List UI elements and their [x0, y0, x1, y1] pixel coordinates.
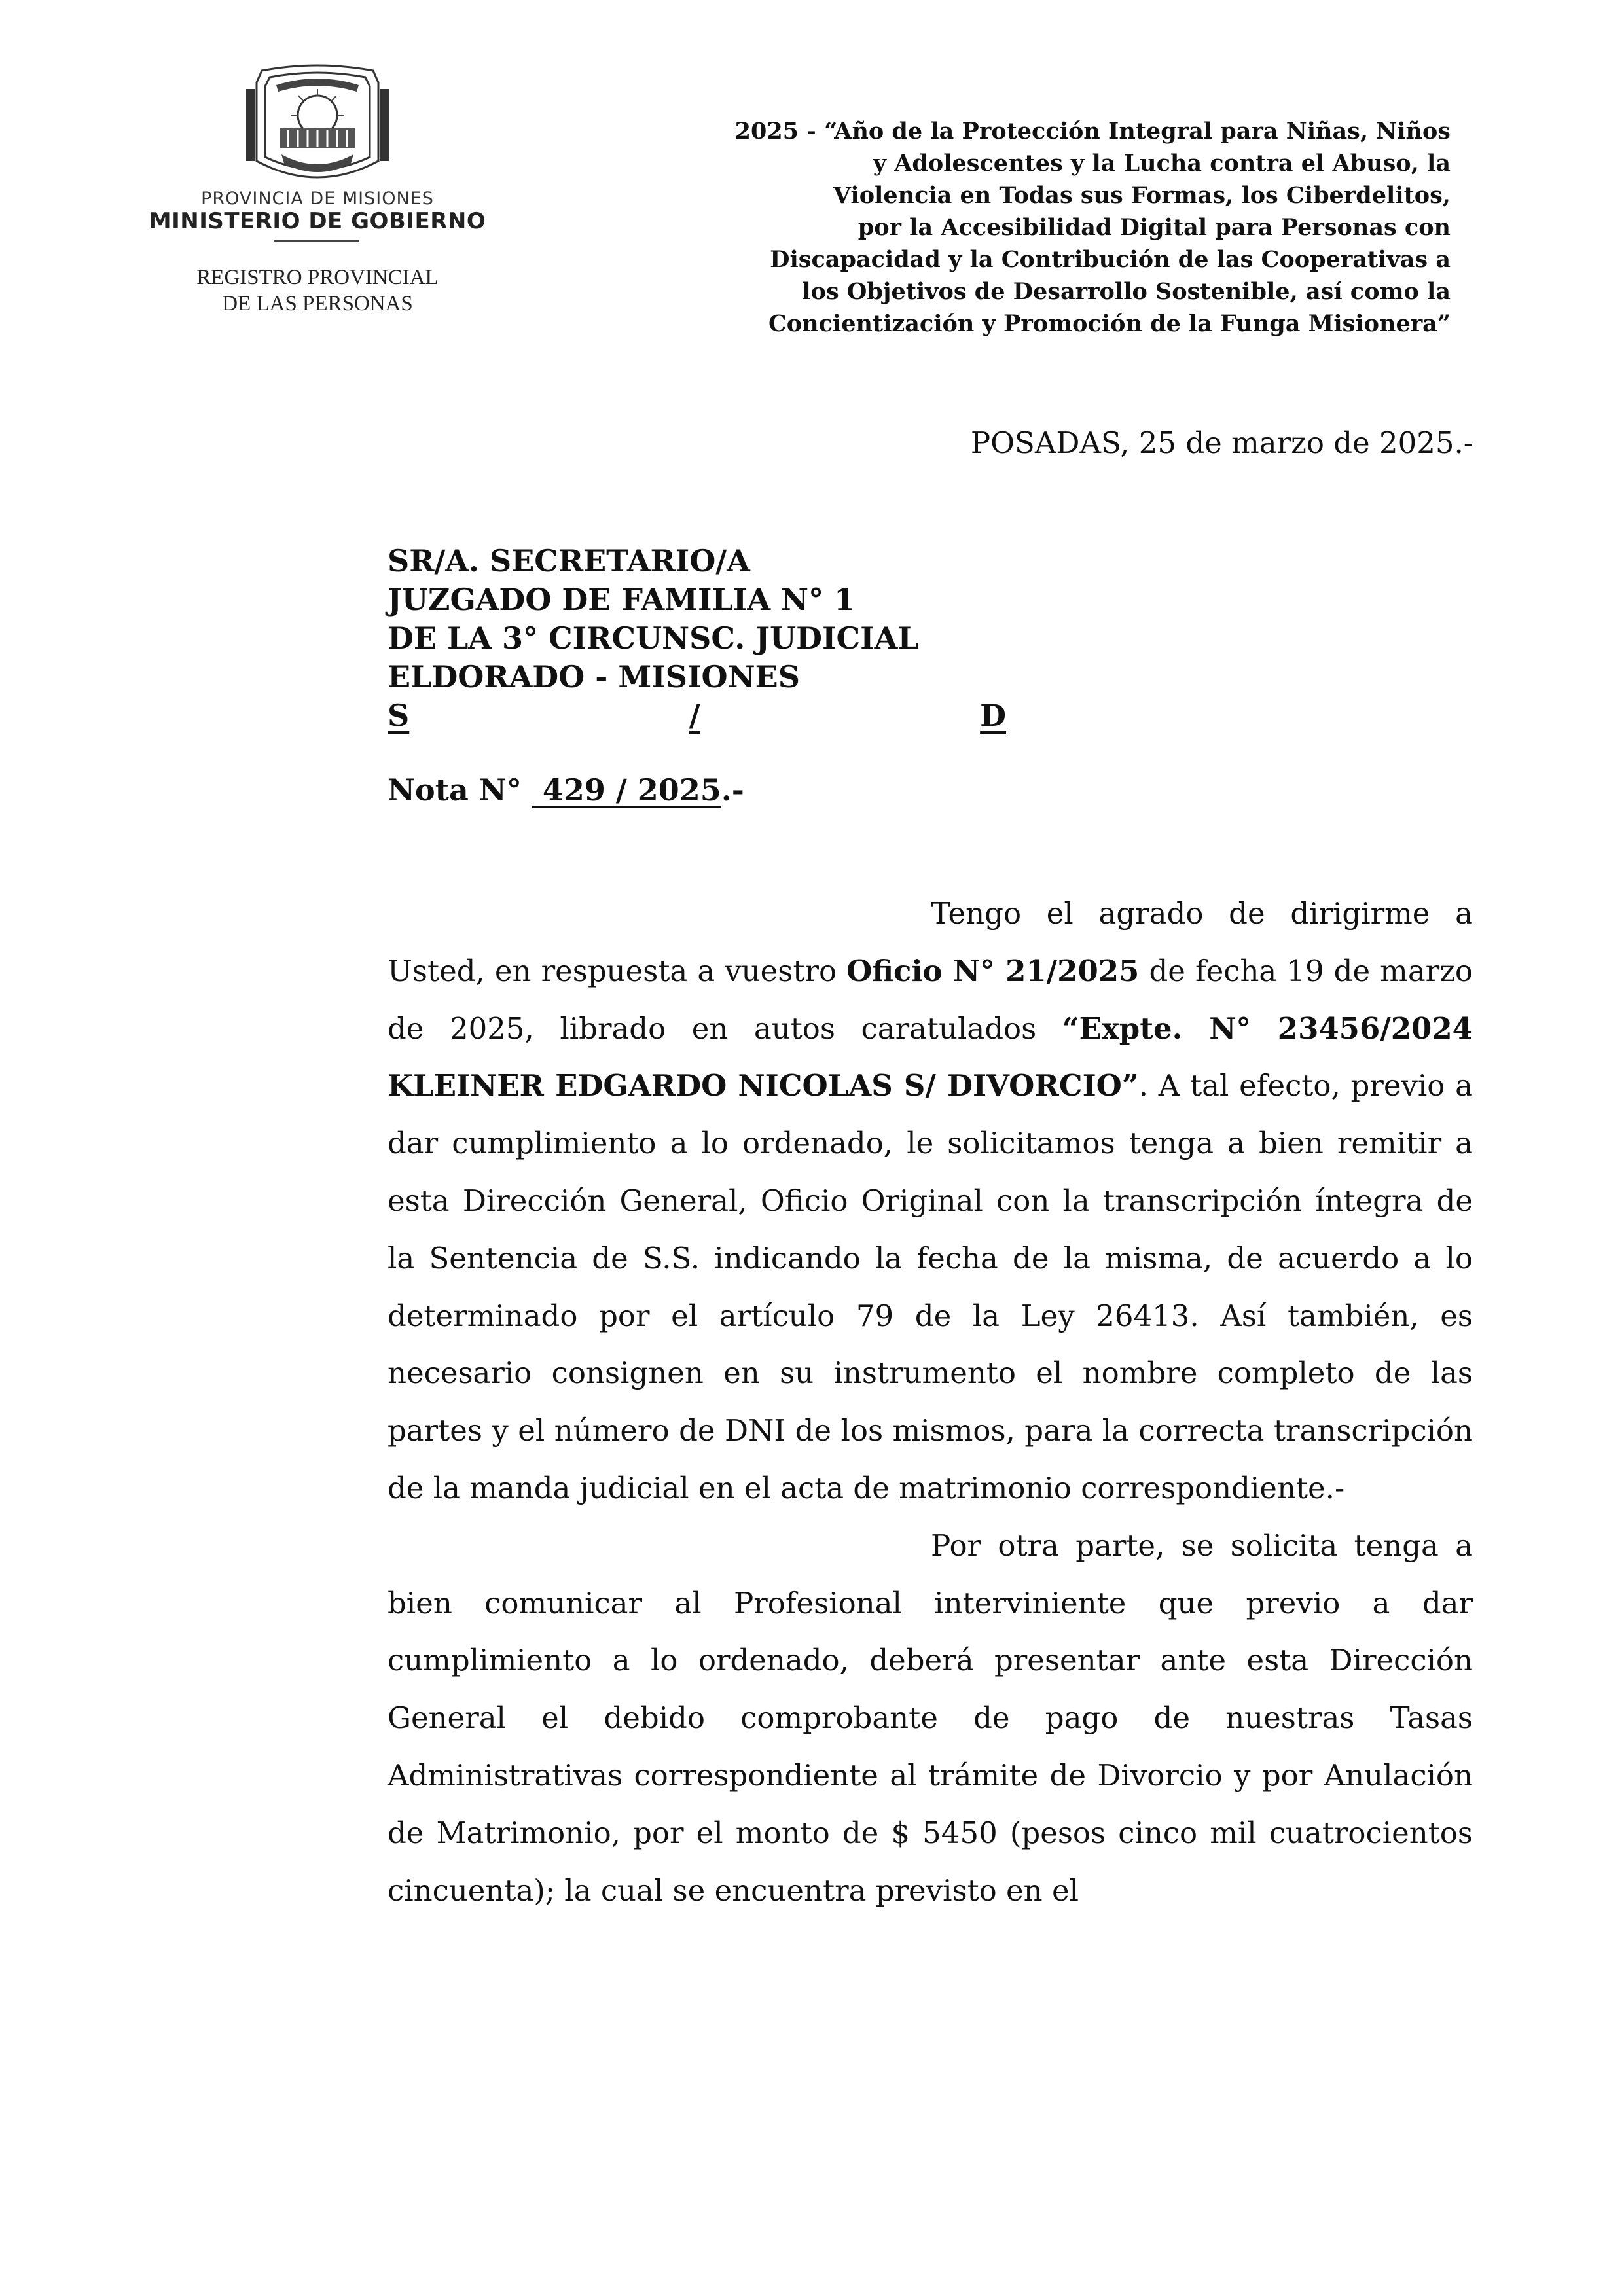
- note-number: [388, 772, 744, 808]
- ministry-name: MINISTERIO DE GOBIERNO: [149, 208, 486, 234]
- p1-text-3: . A tal efecto, previo a dar cumplimiento a lo ordenado, le solicitamos tenga a bien remitir a esta Dirección General, Oficio Original con la transcripción íntegra de la Sentencia de S.S. indicando la fecha de la misma, de acuerdo a lo determinado por el artículo 79 de la Ley 26413. Así también, es necesario consignen en su instrumento el nombre completo de las partes y el número de DNI de los mismos, para la correcta transcripción de la manda judicial en el acta de matrimonio correspondiente.-: [388, 1068, 1473, 1505]
- su-despacho-line: [388, 696, 1006, 735]
- note-number-value: 429 / 2025: [532, 772, 721, 808]
- motto-line: por la Accesibilidad Digital para Personas con: [857, 214, 1451, 241]
- motto-line: los Objetivos de Desarrollo Sostenible, así como la: [802, 278, 1451, 305]
- motto-line: y Adolescentes y la Lucha contra el Abuso, la: [873, 150, 1451, 177]
- motto-line: Violencia en Todas sus Formas, los Ciberdelitos,: [833, 182, 1451, 209]
- addressee-line: DE LA 3° CIRCUNSC. JUDICIAL: [388, 620, 919, 656]
- motto-line: 2025 - “Año de la Protección Integral para Niñas, Niños: [734, 118, 1451, 145]
- paragraph-1: [388, 885, 1473, 1517]
- paragraph-2: Por otra parte, se solicita tenga a bien comunicar al Profesional interviniente que previo a dar cumplimiento a lo ordenado, deberá presentar ante esta Dirección General el debido comprobante de pago de nuestras Tasas Administrativas correspondiente al trámite de Divorcio y por Anulación de Matrimonio, por el monto de $ 5450 (pesos cinco mil cuatrocientos cincuenta); la cual se encuentra previsto en el: [388, 1528, 1473, 1908]
- note-suffix: .-: [721, 772, 744, 808]
- motto-line: Concientización y Promoción de la Funga Misionera”: [768, 310, 1451, 337]
- sd-slash: /: [689, 698, 700, 733]
- provincial-seal-logo: [236, 63, 399, 187]
- registry-line-2: DE LAS PERSONAS: [222, 292, 413, 315]
- place-and-date: POSADAS, 25 de marzo de 2025.-: [970, 425, 1473, 460]
- addressee-line: JUZGADO DE FAMILIA N° 1: [388, 582, 856, 617]
- case-reference: “Expte. N° 23456/2024 KLEINER EDGARDO NICOLAS S/ DIVORCIO”: [388, 1011, 1473, 1103]
- sd-s: S: [388, 698, 410, 733]
- p1-text-1: Tengo el agrado de dirigirme a Usted, en respuesta a vuestro: [388, 896, 1473, 988]
- p1-text-2: de fecha 19 de marzo de 2025, librado en autos caratulados: [388, 953, 1473, 1046]
- addressee-line: SR/A. SECRETARIO/A: [388, 543, 750, 579]
- sd-d: D: [980, 698, 1006, 733]
- oficio-reference: Oficio N° 21/2025: [846, 953, 1140, 988]
- addressee-line: ELDORADO - MISIONES: [388, 659, 800, 694]
- registry-line-1: REGISTRO PROVINCIAL: [196, 266, 439, 289]
- motto-line: Discapacidad y la Contribución de las Cooperativas a: [770, 246, 1451, 273]
- year-motto: [600, 115, 1451, 340]
- addressee-block: [388, 542, 1042, 735]
- note-label: Nota N°: [388, 772, 522, 808]
- ministry-divider: [274, 240, 359, 242]
- province-name: PROVINCIA DE MISIONES: [201, 188, 434, 209]
- registry-name: [131, 264, 504, 317]
- letter-body: [388, 885, 1473, 1919]
